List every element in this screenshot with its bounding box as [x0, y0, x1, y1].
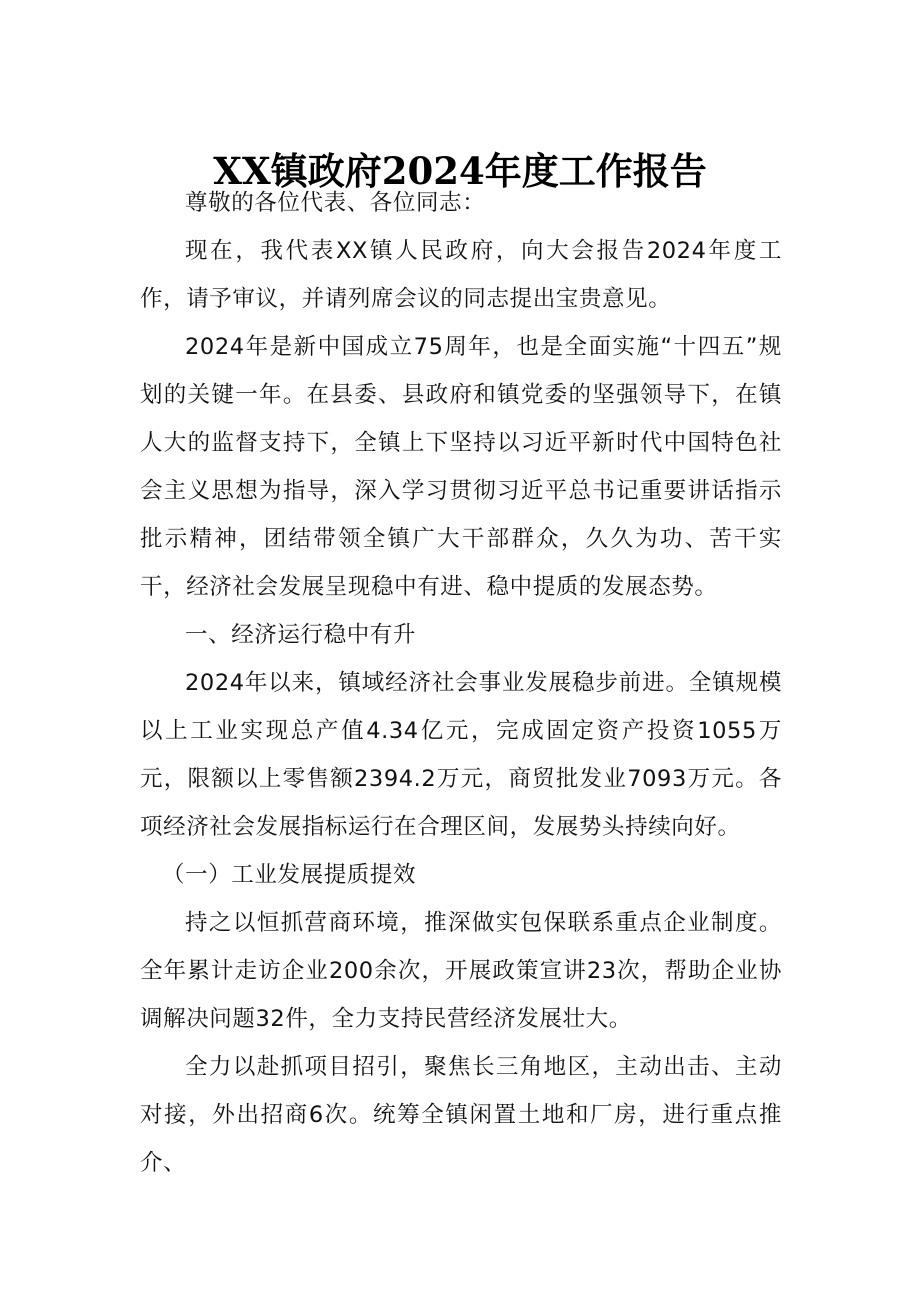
document-body: [140, 179, 782, 1187]
section-heading: 一、经济运行稳中有升: [185, 622, 417, 648]
paragraph-economy: 2024年以来，镇域经济社会事业发展稳步前进。全镇规模以上工业实现总产值4.34亿元，完成固定资产投资1055万元，限额以上零售额2394.2万元，商贸批发业7093万元。各项经济社会发展指标运行在合理区间，发展势头持续向好。: [140, 670, 782, 840]
paragraph-business-environment: 持之以恒抓营商环境，推深做实包保联系重点企业制度。全年累计走访企业200余次，开展政策宣讲23次，帮助企业协调解决问题32件，全力支持民营经济发展壮大。: [140, 910, 782, 1032]
paragraph-investment: 全力以赴抓项目招引，聚焦长三角地区，主动出击、主动对接，外出招商6次。统筹全镇闲置土地和厂房，进行重点推介、: [140, 1054, 782, 1176]
greeting: 尊敬的各位代表、各位同志：: [185, 190, 486, 216]
paragraph-context: 2024年是新中国成立75周年，也是全面实施“十四五”规划的关键一年。在县委、县政府和镇党委的坚强领导下，在镇人大的监督支持下，全镇上下坚持以习近平新时代中国特色社会主义思想为指导，深入学习贯彻习近平总书记重要讲话指示批示精神，团结带领全镇广大干部群众，久久为功、苦干实干，经济社会发展呈现稳中有进、稳中提质的发展态势。: [140, 334, 782, 600]
paragraph-intro: 现在，我代表XX镇人民政府，向大会报告2024年度工作，请予审议，并请列席会议的同志提出宝贵意见。: [140, 238, 782, 312]
document-title: XX镇政府2024年度工作报告: [213, 149, 707, 193]
subsection-heading: （一）工业发展提质提效: [162, 862, 417, 888]
